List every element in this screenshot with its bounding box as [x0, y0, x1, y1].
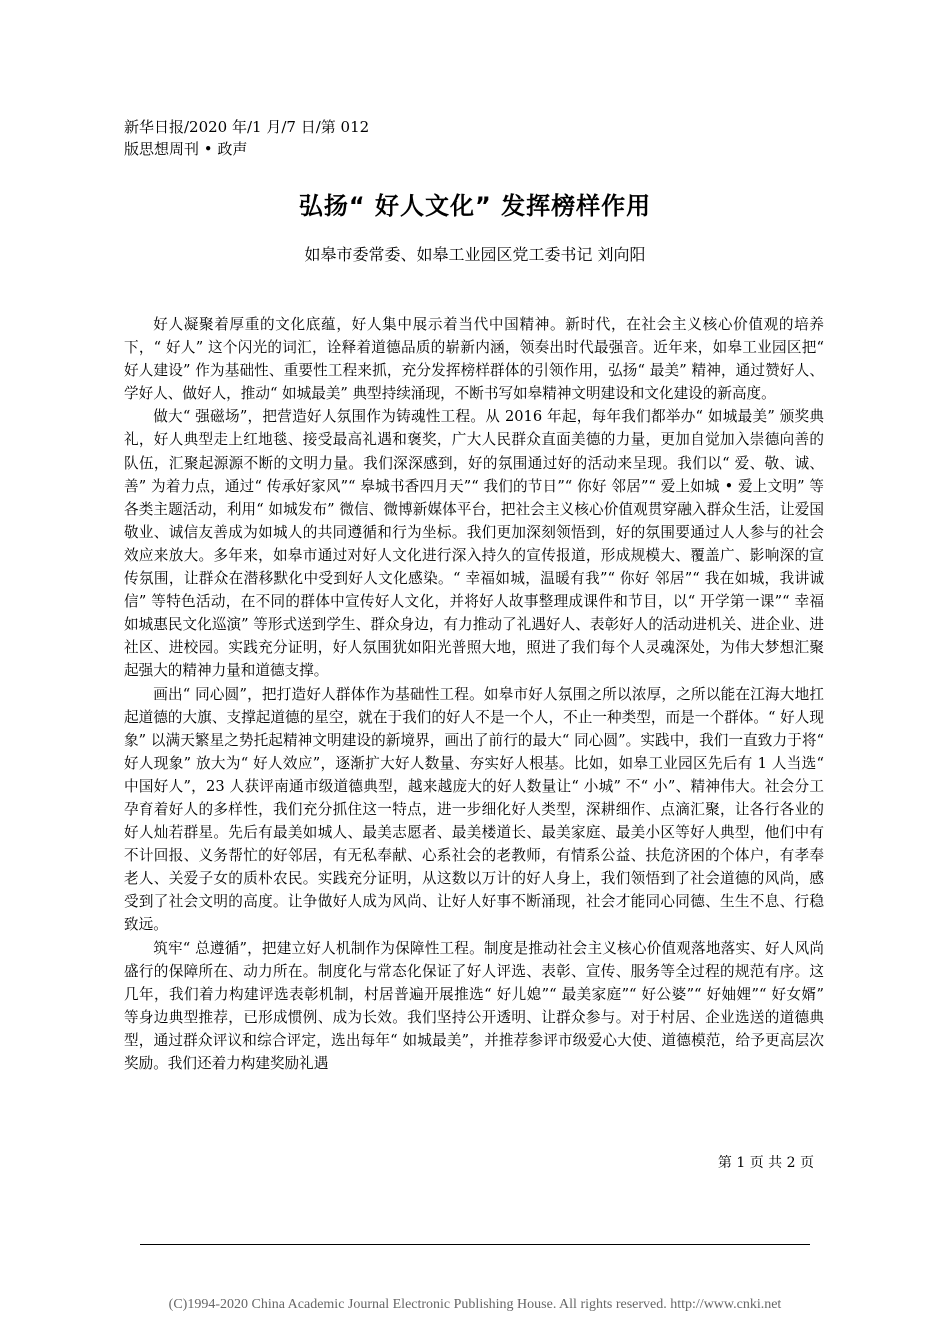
paragraph: 好人凝聚着厚重的文化底蕴，好人集中展示着当代中国精神。新时代，在社会主义核心价值观的培养下，“ 好人” 这个闪光的词汇，诠释着道德品质的崭新内涵，领奏出时代最强音。近年来，如皋工业园区把“ 好人建设” 作为基础性、重要性工程来抓，充分发挥榜样群体的引领作用，弘扬“ 最美” 精神，通过赞好人、学好人、做好人，推动“ 如城最美” 典型持续涌现，不断书写如皋精神文明建设和文化建设的新高度。 — [124, 316, 824, 403]
paragraph: 筑牢“ 总遵循”，把建立好人机制作为保障性工程。制度是推动社会主义核心价值观落地落实、好人风尚盛行的保障所在、动力所在。制度化与常态化保证了好人评选、表彰、宣传、服务等全过程的规范有序。这几年，我们着力构建评选表彰机制，村居普遍开展推选“ 好儿媳”“ 最美家庭”“ 好公婆”“ 好妯娌”“ 好女婿” 等身边典型推荐，已形成惯例、成为长效。我们坚持公开透明、让群众参与。对于村居、企业选送的道德典型，通过群众评议和综合评定，选出每年“ 如城最美”，并推荐参评市级爱心大使、道德模范，给予更高层次奖励。我们还着力构建奖励礼遇 — [124, 939, 824, 1072]
meta-line-2: 版思想周刊 • 政声 — [124, 140, 248, 158]
article-body — [124, 313, 824, 1075]
paragraph: 做大“ 强磁场”，把营造好人氛围作为铸魂性工程。从 2016 年起，每年我们都举办“ 如城最美” 颁奖典礼，好人典型走上红地毯、接受最高礼遇和褒奖，广大人民群众直面美德的力量，更加自觉加入崇德向善的队伍，汇聚起源源不断的文明力量。我们深深感到，好的氛围通过好的活动来呈现。我们以“ 爱、敬、诚、善” 为着力点，通过“ 传承好家风”“ 皋城书香四月天”“ 我们的节日”“ 你好 邻居”“ 爱上如城 • 爱上文明” 等各类主题活动，利用“ 如城发布” 微信、微博新媒体平台，把社会主义核心价值观贯穿融入群众生活，让爱国敬业、诚信友善成为如城人的共同遵循和行为坐标。我们更加深刻领悟到，好的氛围要通过人人参与的社会效应来放大。多年来，如皋市通过对好人文化进行深入持久的宣传报道，形成规模大、覆盖广、影响深的宣传氛围，让群众在潜移默化中受到好人文化感染。“ 幸福如城，温暖有我”“ 你好 邻居”“ 我在如城，我讲诚信” 等特色活动，在不同的群体中宣传好人文化，并将好人故事整理成课件和节目，以“ 开学第一课”“ 幸福如城惠民文化巡演” 等形式送到学生、群众身边，有力推动了礼遇好人、表彰好人的活动进机关、进企业、进社区、进校园。实践充分证明，好人氛围犹如阳光普照大地，照进了我们每个人灵魂深处，为伟大梦想汇聚起强大的精神力量和道德支撑。 — [124, 408, 824, 680]
article-author: 如皋市委常委、如皋工业园区党工委书记 刘向阳 — [304, 245, 646, 264]
paragraph: 画出“ 同心圆”，把打造好人群体作为基础性工程。如皋市好人氛围之所以浓厚，之所以能在江海大地扛起道德的大旗、支撑起道德的星空，就在于我们的好人不是一个人，不止一种类型，而是一个群体。“ 好人现象” 以满天繁星之势托起精神文明建设的新境界，画出了前行的最大“ 同心圆”。实践中，我们一直致力于将“ 好人现象” 放大为“ 好人效应”，逐渐扩大好人数量、夯实好人根基。比如，如皋工业园区先后有 1 人当选“ 中国好人”，23 人获评南通市级道德典型，越来越庞大的好人数量让“ 小城” 不“ 小”、精神伟大。社会分工孕育着好人的多样性，我们充分抓住这一特点，进一步细化好人类型，深耕细作、点滴汇聚，让各行各业的好人灿若群星。先后有最美如城人、最美志愿者、最美楼道长、最美家庭、最美小区等好人典型，他们中有不计回报、义务帮忙的好邻居，有无私奉献、心系社会的老教师，有情系公益、扶危济困的个体户，有孝奉老人、关爱子女的质朴农民。实践充分证明，从这数以万计的好人身上，我们领悟到了社会道德的风尚，感受到了社会文明的高度。让争做好人成为风尚、让好人好事不断涌现，社会才能同心同德、生生不息、行稳致远。 — [124, 685, 824, 934]
copyright-footer: (C)1994-2020 China Academic Journal Electronic Publishing House. All rights reserved. http://www.cnki.net — [168, 1297, 782, 1312]
article-meta — [124, 116, 369, 160]
page-number: 第 1 页 共 2 页 — [717, 1155, 814, 1171]
footer-divider — [140, 1244, 810, 1245]
meta-line-1: 新华日报/2020 年/1 月/7 日/第 012 — [124, 118, 370, 136]
article-title: 弘扬“ 好人文化” 发挥榜样作用 — [298, 192, 652, 220]
